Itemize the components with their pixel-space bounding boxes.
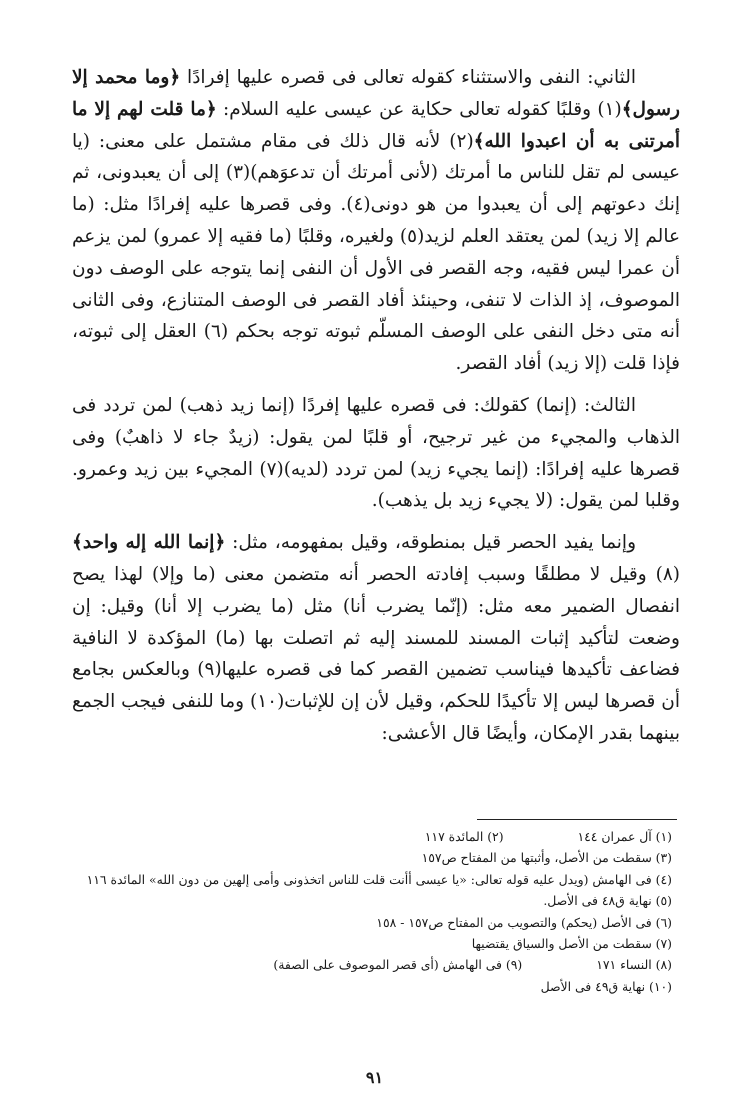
- footnote-separator: [477, 819, 677, 820]
- footnote: (٦) فى الأصل (يحكم) والتصويب من المفتاح ص١٥٧ - ١٥٨: [376, 914, 672, 930]
- footnote: (٩) فى الهامش (أى قصر الموصوف على الصفة): [273, 957, 523, 973]
- footnote: (٤) فى الهامش (ويدل عليه قوله تعالى: «يا عيسى أأنت قلت للناس اتخذونى وأمى إلهين من دون الله» المائدة ١١٦: [86, 871, 672, 887]
- paragraph-text: (١) وقلبًا كقوله تعالى حكاية عن عيسى عليه السلام:: [216, 98, 622, 120]
- body-text: [72, 62, 680, 760]
- footnote: (٨) النساء ١٧١: [596, 957, 672, 973]
- quran-quote: ﴿إنما الله إله واحد﴾: [72, 532, 226, 554]
- footnote: (١٠) نهاية ق٤٩ فى الأصل: [540, 978, 672, 994]
- footnote: (٣) سقطت من الأصل، وأثبتها من المفتاح ص١٥٧: [421, 850, 672, 866]
- footnote-row: [82, 954, 680, 975]
- paragraph: [72, 527, 680, 750]
- paragraph-text: الثاني: النفى والاستثناء كقوله تعالى فى قصره عليها إفرادًا: [180, 67, 636, 88]
- footnote: (٧) سقطت من الأصل والسياق يقتضيها: [471, 936, 672, 952]
- page-number: ٩١: [365, 1068, 384, 1087]
- footnote: (٥) نهاية ق٤٨ فى الأصل.: [543, 893, 672, 909]
- quran-quote: ﴿وما محمد إلا رسول﴾: [72, 67, 680, 120]
- paragraph-text: وإنما يفيد الحصر قيل بمنطوقه، وقيل بمفهومه، مثل:: [225, 532, 637, 554]
- footnotes: [82, 826, 680, 997]
- footnote: (٢) المائدة ١١٧: [424, 829, 504, 844]
- quran-quote: ﴿ما قلت لهم إلا ما أمرتنى به أن اعبدوا الله﴾: [72, 98, 680, 152]
- paragraph-text: (٢) لأنه قال ذلك فى مقام مشتمل على معنى: (يا عيسى لم تقل للناس ما أمرتك (لأنى أمرتك أن تدعوَهم)(٣) إلى أن يعبدونى، ثم إنك دعوتهم إلى أن يعبدوا من هو دونى(٤). وفى قصرها عليه إفرادًا مثل: (ما عالم إلا زيد) لمن يعتقد العلم لزيد(٥) ولغيره، وقلبًا (ما فقيه إلا عمرو) لمن يزعم أن عمرا ليس فقيه، وجه القصر فى الأول أن النفى إنما يتوجه على الوصف دون الموصوف، إذ الذات لا تنفى، وحينئذ أفاد القصر فى الوصف المتنازع، وفى الثانى أنه متى دخل النفى على الوصف المسلّم ثبوته توجه بحكم (٦) العقل إلى ثبوته، فإذا قلت (إلا زيد) أفاد القصر.: [72, 130, 681, 375]
- paragraph: [72, 62, 680, 380]
- paragraph: [72, 390, 680, 517]
- paragraph-text: الثالث: (إنما) كقولك: فى قصره عليها إفردًا (إنما زيد ذهب) لمن تردد فى الذهاب والمجيء من غير ترجيح، أو قلبًا لمن يقول: (زيدٌ جاء لا ذاهبٌ) وفى قصرها عليه إفرادًا: (إنما يجيء زيد) لمن تردد (لديه)(٧) المجيء بين زيد وعمرو. وقلبا لمن يقول: (لا يجيء زيد بل يذهب).: [72, 394, 680, 512]
- footnote-row: [82, 826, 680, 847]
- footnote: (١) آل عمران ١٤٤: [577, 829, 672, 844]
- paragraph-text: (٨) وقيل لا مطلقًا وسبب إفادته الحصر أنه متضمن معنى (ما وإلا) لهذا يصح انفصال الضمير معه مثل: (إنّما يضرب أنا) مثل (ما يضرب إلا أنا) وقيل: إن وضعت لتأكيد إثبات المسند للمسند إليه ثم اتصلت بها (ما) المؤكدة لا النافية فضاعف تأكيدها فيناسب تضمين القصر كما فى قصره عليها(٩) وبالعكس بجامع أن قصرها ليس إلا تأكيدًا للحكم، وقيل لأن إن للإثبات(١٠) وما للنفى فيجب الجمع بينهما بقدر الإمكان، وأيضًا قال الأعشى:: [72, 563, 680, 744]
